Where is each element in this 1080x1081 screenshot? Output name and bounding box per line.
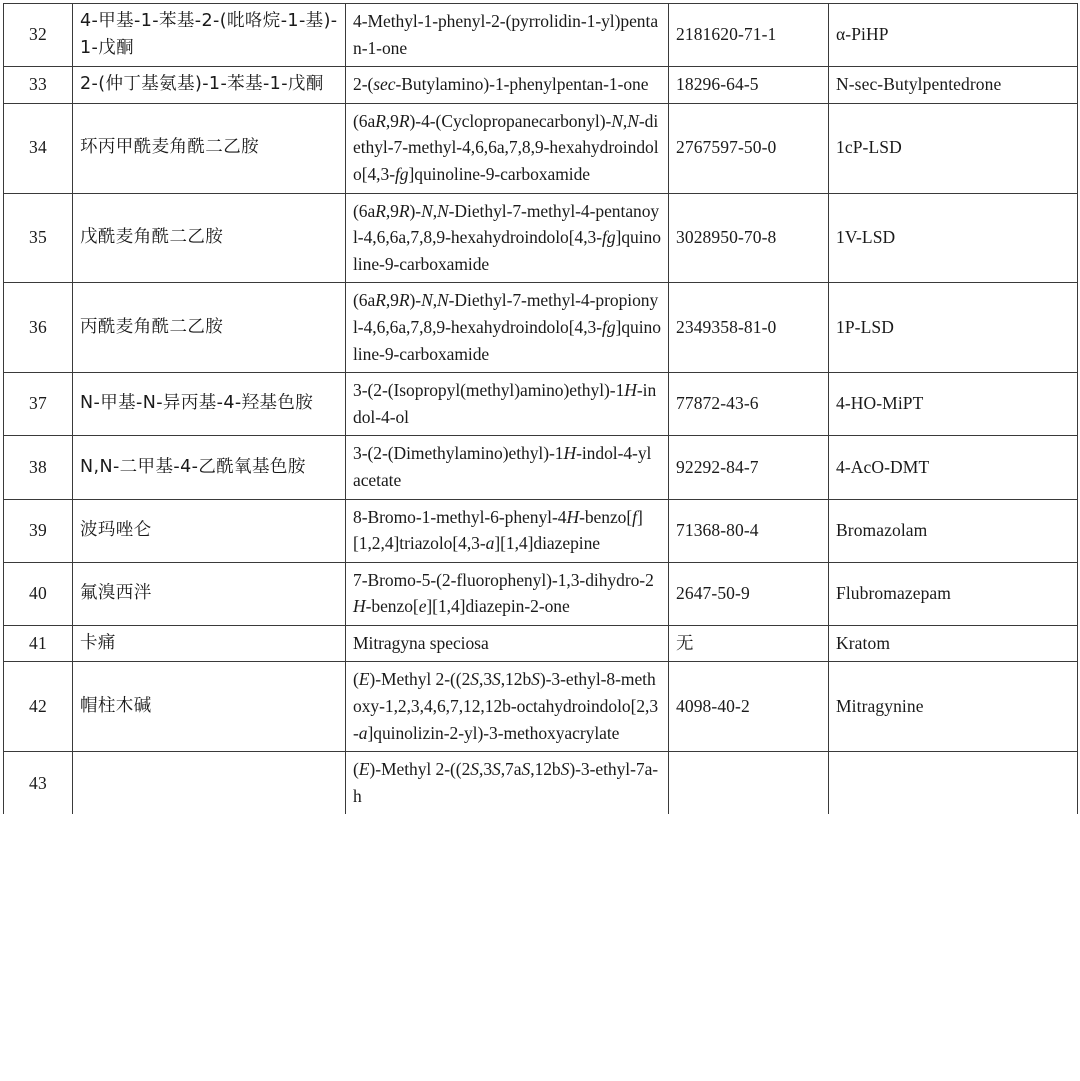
row-index: 34 [4, 103, 73, 193]
chinese-name: 2-(仲丁基氨基)-1-苯基-1-戊酮 [73, 67, 346, 104]
iupac-name: (6aR,9R)-N,N-Diethyl-7-methyl-4-pentanoyl-4,6,6a,7,8,9-hexahydroindolo[4,3-fg]quinoline-9-carboxamide [346, 193, 669, 283]
chinese-name [73, 752, 346, 815]
table-body [4, 4, 1078, 815]
abbreviation: 4-HO-MiPT [829, 373, 1078, 436]
chinese-name: 丙酰麦角酰二乙胺 [73, 283, 346, 373]
chinese-name: N,N-二甲基-4-乙酰氧基色胺 [73, 436, 346, 499]
cas-number: 2647-50-9 [669, 562, 829, 625]
cas-number: 77872-43-6 [669, 373, 829, 436]
cas-number: 18296-64-5 [669, 67, 829, 104]
table-row [4, 103, 1078, 193]
row-index: 37 [4, 373, 73, 436]
controlled-substance-table [3, 3, 1078, 814]
abbreviation: Mitragynine [829, 662, 1078, 752]
iupac-name: (E)-Methyl 2-((2S,3S,12bS)-3-ethyl-8-methoxy-1,2,3,4,6,7,12,12b-octahydroindolo[2,3-a]quinolizin-2-yl)-3-methoxyacrylate [346, 662, 669, 752]
table-row [4, 67, 1078, 104]
cas-number: 4098-40-2 [669, 662, 829, 752]
chinese-name: N-甲基-N-异丙基-4-羟基色胺 [73, 373, 346, 436]
abbreviation: 1P-LSD [829, 283, 1078, 373]
abbreviation: Kratom [829, 625, 1078, 662]
iupac-name: Mitragyna speciosa [346, 625, 669, 662]
iupac-name: 3-(2-(Isopropyl(methyl)amino)ethyl)-1H-indol-4-ol [346, 373, 669, 436]
cas-number: 2767597-50-0 [669, 103, 829, 193]
row-index: 32 [4, 4, 73, 67]
abbreviation: α-PiHP [829, 4, 1078, 67]
iupac-name: (6aR,9R)-N,N-Diethyl-7-methyl-4-propionyl-4,6,6a,7,8,9-hexahydroindolo[4,3-fg]quinoline-9-carboxamide [346, 283, 669, 373]
table-row [4, 283, 1078, 373]
table-row [4, 436, 1078, 499]
row-index: 39 [4, 499, 73, 562]
abbreviation: 1cP-LSD [829, 103, 1078, 193]
iupac-name: 8-Bromo-1-methyl-6-phenyl-4H-benzo[f][1,2,4]triazolo[4,3-a][1,4]diazepine [346, 499, 669, 562]
iupac-name: 7-Bromo-5-(2-fluorophenyl)-1,3-dihydro-2H-benzo[e][1,4]diazepin-2-one [346, 562, 669, 625]
iupac-name: 3-(2-(Dimethylamino)ethyl)-1H-indol-4-yl acetate [346, 436, 669, 499]
cas-number: 3028950-70-8 [669, 193, 829, 283]
table-row [4, 662, 1078, 752]
iupac-name: 2-(sec-Butylamino)-1-phenylpentan-1-one [346, 67, 669, 104]
cas-number: 2349358-81-0 [669, 283, 829, 373]
row-index: 33 [4, 67, 73, 104]
iupac-name: (6aR,9R)-4-(Cyclopropanecarbonyl)-N,N-diethyl-7-methyl-4,6,6a,7,8,9-hexahydroindolo[4,3-fg]quinoline-9-carboxamide [346, 103, 669, 193]
chinese-name: 戊酰麦角酰二乙胺 [73, 193, 346, 283]
chinese-name: 环丙甲酰麦角酰二乙胺 [73, 103, 346, 193]
cas-number: 无 [669, 625, 829, 662]
abbreviation: Bromazolam [829, 499, 1078, 562]
table-row [4, 373, 1078, 436]
iupac-name: (E)-Methyl 2-((2S,3S,7aS,12bS)-3-ethyl-7a-h [346, 752, 669, 815]
table-row [4, 4, 1078, 67]
cas-number: 2181620-71-1 [669, 4, 829, 67]
row-index: 43 [4, 752, 73, 815]
chinese-name: 帽柱木碱 [73, 662, 346, 752]
abbreviation: 4-AcO-DMT [829, 436, 1078, 499]
chinese-name: 4-甲基-1-苯基-2-(吡咯烷-1-基)-1-戊酮 [73, 4, 346, 67]
abbreviation: Flubromazepam [829, 562, 1078, 625]
cas-number: 92292-84-7 [669, 436, 829, 499]
cas-number: 71368-80-4 [669, 499, 829, 562]
row-index: 35 [4, 193, 73, 283]
table-row [4, 752, 1078, 815]
row-index: 38 [4, 436, 73, 499]
table-row [4, 562, 1078, 625]
cas-number [669, 752, 829, 815]
row-index: 36 [4, 283, 73, 373]
iupac-name: 4-Methyl-1-phenyl-2-(pyrrolidin-1-yl)pentan-1-one [346, 4, 669, 67]
chinese-name: 氟溴西泮 [73, 562, 346, 625]
abbreviation: 1V-LSD [829, 193, 1078, 283]
table-row [4, 193, 1078, 283]
table-row [4, 499, 1078, 562]
abbreviation [829, 752, 1078, 815]
row-index: 42 [4, 662, 73, 752]
row-index: 40 [4, 562, 73, 625]
abbreviation: N-sec-Butylpentedrone [829, 67, 1078, 104]
row-index: 41 [4, 625, 73, 662]
chinese-name: 卡痛 [73, 625, 346, 662]
chinese-name: 波玛唑仑 [73, 499, 346, 562]
table-row [4, 625, 1078, 662]
